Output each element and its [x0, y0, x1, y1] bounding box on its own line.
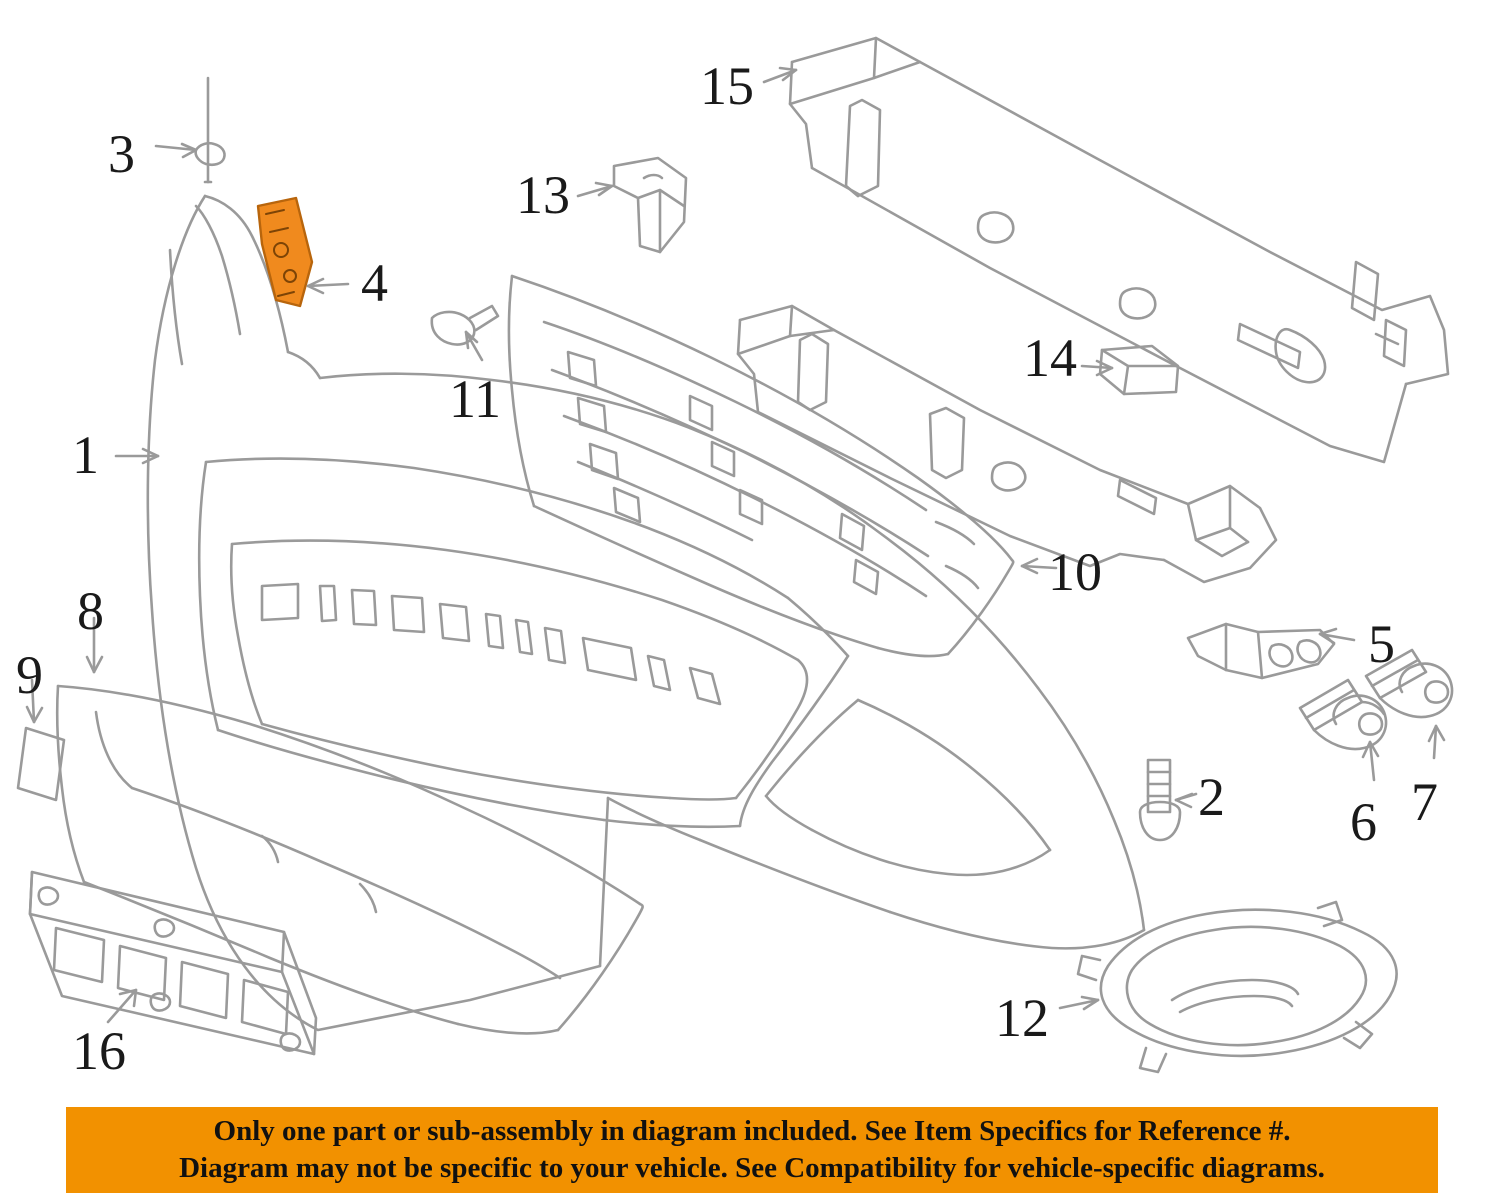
- callout-9: 9: [16, 645, 43, 705]
- callout-12: 12: [995, 988, 1049, 1048]
- callout-10: 10: [1048, 542, 1102, 602]
- part-1-bumper-cover: [148, 196, 1144, 1030]
- callout-5: 5: [1368, 614, 1395, 674]
- callout-8: 8: [77, 581, 104, 641]
- callout-2: 2: [1198, 767, 1225, 827]
- callout-4: 4: [361, 253, 388, 313]
- part-6-bolt: [1300, 680, 1386, 749]
- part-2-bolt: [1140, 760, 1180, 840]
- callout-16: 16: [72, 1021, 126, 1081]
- callout-6: 6: [1350, 792, 1377, 852]
- part-8-lower-valance: [57, 686, 642, 1033]
- callout-11: 11: [449, 369, 501, 429]
- callout-14: 14: [1023, 328, 1077, 388]
- part-3-bolt: [196, 78, 225, 182]
- leader-lines: [27, 68, 1444, 1022]
- part-14-clip: [1100, 346, 1178, 394]
- disclaimer-banner: [66, 1107, 1438, 1193]
- part-11-clip: [432, 306, 498, 345]
- part-10-lower-grille: [509, 276, 1013, 656]
- part-13-bracket: [614, 158, 686, 252]
- callout-3: 3: [108, 124, 135, 184]
- part-12-fog-lamp-bezel: [1078, 902, 1397, 1072]
- callout-13: 13: [516, 165, 570, 225]
- callout-15: 15: [700, 56, 754, 116]
- disclaimer-line-2: Diagram may not be specific to your vehicle. See Compatibility for vehicle-specific diagrams.: [179, 1152, 1325, 1184]
- callout-1: 1: [72, 425, 99, 485]
- callout-7: 7: [1411, 772, 1438, 832]
- part-9-shim: [18, 728, 64, 800]
- part-5-bracket: [1188, 624, 1334, 678]
- disclaimer-line-1: Only one part or sub-assembly in diagram included. See Item Specifics for Reference #.: [213, 1114, 1291, 1147]
- part-15-reinforcement-beam: [790, 38, 1448, 462]
